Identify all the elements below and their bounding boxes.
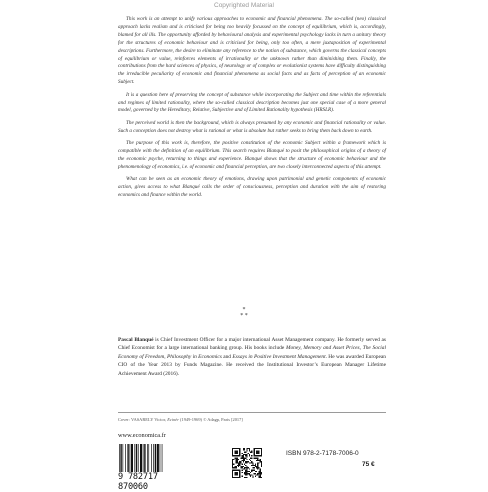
divider-rule [118,412,386,413]
book-title-2: The Social Economy of Freedom [118,345,386,360]
credit-suffix: (1949-1969) © Adagp, Paris [2017] [178,417,243,422]
publisher-website[interactable]: www.economica.fr [118,432,166,439]
isbn-number: ISBN 978-2-7178-7006-0 [286,450,359,457]
price-label: 75 € [362,461,375,468]
blurb-paragraph-5: What can be seen as an economic theory of emotions, drawing upon patrimonial and genetic components of economic action, gives access to what Blanqué calls the order of consciousness, perception and duration with the aim of restoring economics and finance within the world. [118,176,386,199]
copyright-watermark: Copyrighted Material [214,2,274,9]
author-bio [118,336,386,378]
book-title-4: Essays in Positive Investment Management [232,353,326,360]
bio-text-1: is Chief Investment Officer for a major international Asset Management company. He formerly served as Chief Economist for a large international banking group. His books include [118,337,386,352]
bio-sep-3: and [221,353,233,360]
separator-star-top: * [242,307,246,313]
bio-sep-2: , [164,353,167,360]
book-title-3: Philosophy in Economics [166,353,222,360]
book-title-1: Money, Memory and Asset Prices [285,345,360,352]
blurb-text [118,16,386,205]
blurb-paragraph-3: The perceived world is then the background, which is always presumed by any economic and financial rationality or value. Such a conception does not destroy what is rational or what is absolute but rather seeks to bring them back down to earth. [118,119,386,134]
author-bio-paragraph [118,336,386,378]
section-separator [0,307,488,319]
credit-artwork: Ecinèr [167,417,179,422]
blurb-paragraph-4: The purpose of this work is, therefore, the positive constitution of the economic Subject within a framework which is compatible with the definition of an equilibrium. This search requires Blanqué to posit the philosophical origins of a theory of the economic psyche, returning to things and experience. Blanqué shows that the structure of economic behaviour and the phenomenology of economics, i.e. of economic and financial perception, are two closely interconnected aspects of this attempt. [118,140,386,170]
credit-prefix: Cover: VASARELY Victor, [118,417,168,422]
bio-text-2: . He was awarded European CIO of the Year 2013 by Funds Magazine. He received the Institutional Investor’s European Manager Lifetime Achievement Award (2016). [118,353,386,377]
barcode-digits: 9 782717 870060 [118,472,184,492]
bio-sep-1: , [359,345,363,352]
blurb-paragraph-1: This work is an attempt to unify various approaches to economic and financial phenomena. The so-called (neo) classical approach lacks realism and is criticised for being too heavily focussed on the concept of equilibrium, which is, accordingly, blamed for all ills. The opportunity afforded by behavioural analysis and experimental psychology lacks in turn a unitary theory for the structures of economic behaviour and is criticised for being, only too often, a mere juxtaposition of experimental descriptions. Furthermore, the desire to eliminate any reference to the notion of substance, which governs the classical concepts of equilibrium or value, reinforces elements of irrationality or the unknown rather than diminishing them. Finally, the contributions from the hard sciences of physics, of neurology or of complex or evolutionist systems have difficulty distinguishing the irreducible peculiarity of economic and financial phenomena as social facts and as facts of perception of an economic Subject. [118,16,386,86]
author-name: Pascal Blanqué [118,337,154,343]
separator-stars-bottom: * * [240,313,248,319]
blurb-paragraph-2: It is a question here of preserving the concept of substance while incorporating the Subject and time within the referentials and regimes of limited rationality, where the so-called classical description becomes just one special case of a more general model, governed by the Hereditary, Relative, Subjective and of Limited Rationality hypothesis (HRSLR). [118,91,386,114]
qr-code-icon [232,448,262,478]
cover-credit [118,417,243,422]
